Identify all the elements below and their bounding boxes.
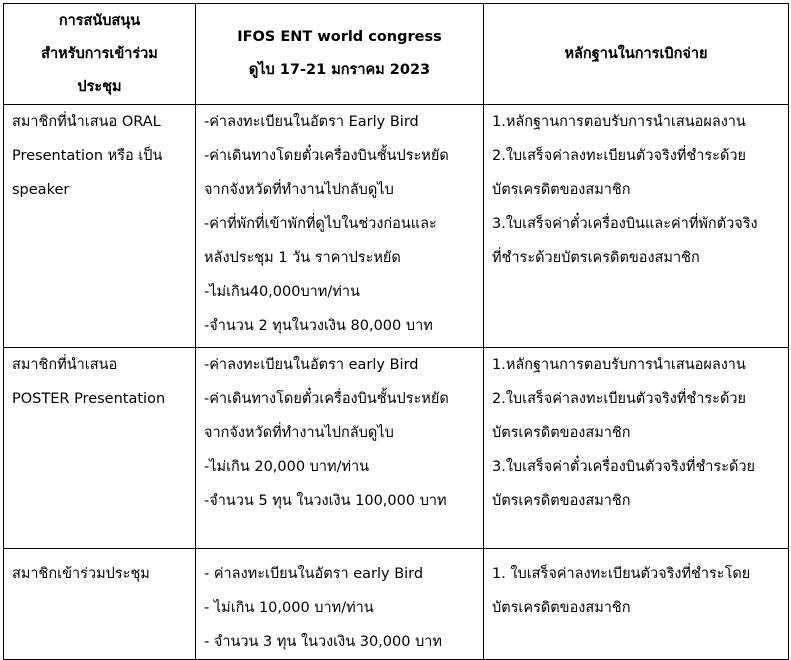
evidence-cell bbox=[484, 348, 789, 549]
funding-table bbox=[3, 3, 789, 660]
category-cell bbox=[4, 348, 196, 549]
cell-line: สมาชิกที่นำเสนอ bbox=[12, 357, 118, 373]
support-cell bbox=[196, 348, 484, 549]
cell-line: -ไม่เกิน40,000บาท/ท่าน bbox=[204, 284, 360, 300]
table-row bbox=[4, 549, 789, 660]
cell-line: บัตรเครดิตของสมาชิก bbox=[492, 493, 631, 509]
cell-line: -จำนวน 2 ทุนในวงเงิน 80,000 บาท bbox=[204, 318, 433, 334]
cell-line: บัตรเครดิตของสมาชิก bbox=[492, 425, 631, 441]
cell-line: หลังประชุม 1 วัน ราคาประหยัด bbox=[204, 250, 401, 266]
cell-line: - ค่าลงทะเบียนในอัตรา early Bird bbox=[204, 566, 424, 582]
cell-line: 2.ใบเสร็จค่าลงทะเบียนตัวจริงที่ชำระด้วย bbox=[492, 391, 747, 407]
cell-line: จากจังหวัดที่ทำงานไปกลับดูไบ bbox=[204, 425, 394, 441]
cell-line: สมาชิกที่นำเสนอ ORAL bbox=[12, 114, 161, 130]
cell-line: ที่ชำระด้วยบัตรเครดิตของสมาชิก bbox=[492, 250, 700, 266]
cell-line: 1.หลักฐานการตอบรับการนำเสนอผลงาน bbox=[492, 357, 746, 373]
cell-line: -ไม่เกิน 20,000 บาท/ท่าน bbox=[204, 459, 370, 475]
cell-line: - จำนวน 3 ทุน ในวงเงิน 30,000 บาท bbox=[204, 634, 442, 650]
header-support-type bbox=[4, 4, 196, 105]
cell-line: 1.หลักฐานการตอบรับการนำเสนอผลงาน bbox=[492, 114, 746, 130]
cell-line: -จำนวน 5 ทุน ในวงเงิน 100,000 บาท bbox=[204, 493, 447, 509]
cell-line: speaker bbox=[12, 182, 70, 198]
evidence-cell bbox=[484, 105, 789, 348]
header-event bbox=[196, 4, 484, 105]
header-text: การสนับสนุน bbox=[58, 12, 141, 29]
header-text: ดูไบ 17-21 มกราคม 2023 bbox=[248, 62, 431, 78]
category-cell bbox=[4, 549, 196, 660]
cell-line: -ค่าลงทะเบียนในอัตรา early Bird bbox=[204, 357, 419, 373]
cell-line: จากจังหวัดที่ทำงานไปกลับดูไบ bbox=[204, 182, 394, 198]
cell-line: - ไม่เกิน 10,000 บาท/ท่าน bbox=[204, 600, 374, 616]
cell-line: 1. ใบเสร็จค่าลงทะเบียนตัวจริงที่ชำระโดย bbox=[492, 566, 751, 582]
cell-line: 3.ใบเสร็จค่าตั๋วเครื่องบินและค่าที่พักตัวจริง bbox=[492, 216, 758, 232]
cell-line: -ค่าลงทะเบียนในอัตรา Early Bird bbox=[204, 114, 419, 130]
cell-line: สมาชิกเข้าร่วมประชุม bbox=[12, 566, 150, 582]
support-cell bbox=[196, 105, 484, 348]
cell-line: 2.ใบเสร็จค่าลงทะเบียนตัวจริงที่ชำระด้วย bbox=[492, 148, 747, 164]
cell-line: 3.ใบเสร็จค่าตั๋วเครื่องบินตัวจริงที่ชำระด้วย bbox=[492, 459, 756, 475]
header-text: ประชุม bbox=[77, 78, 122, 95]
cell-line: บัตรเครดิตของสมาชิก bbox=[492, 600, 631, 616]
table-row bbox=[4, 348, 789, 549]
header-evidence bbox=[484, 4, 789, 105]
cell-line: -ค่าเดินทางโดยตั๋วเครื่องบินชั้นประหยัด bbox=[204, 148, 449, 164]
support-cell bbox=[196, 549, 484, 660]
cell-line: Presentation หรือ เป็น bbox=[12, 148, 163, 164]
header-text: หลักฐานในการเบิกจ่าย bbox=[564, 45, 708, 62]
header-text: IFOS ENT world congress bbox=[237, 29, 442, 45]
cell-line: บัตรเครดิตของสมาชิก bbox=[492, 182, 631, 198]
evidence-cell bbox=[484, 549, 789, 660]
header-text: สำหรับการเข้าร่วม bbox=[41, 45, 158, 62]
cell-line: -ค่าเดินทางโดยตั๋วเครื่องบินชั้นประหยัด bbox=[204, 391, 449, 407]
cell-line: -ค่าที่พักที่เข้าพักที่ดูไบในช่วงก่อนและ bbox=[204, 216, 437, 232]
cell-line: POSTER Presentation bbox=[12, 391, 166, 407]
table-row bbox=[4, 105, 789, 348]
category-cell bbox=[4, 105, 196, 348]
table-header-row bbox=[4, 4, 789, 105]
